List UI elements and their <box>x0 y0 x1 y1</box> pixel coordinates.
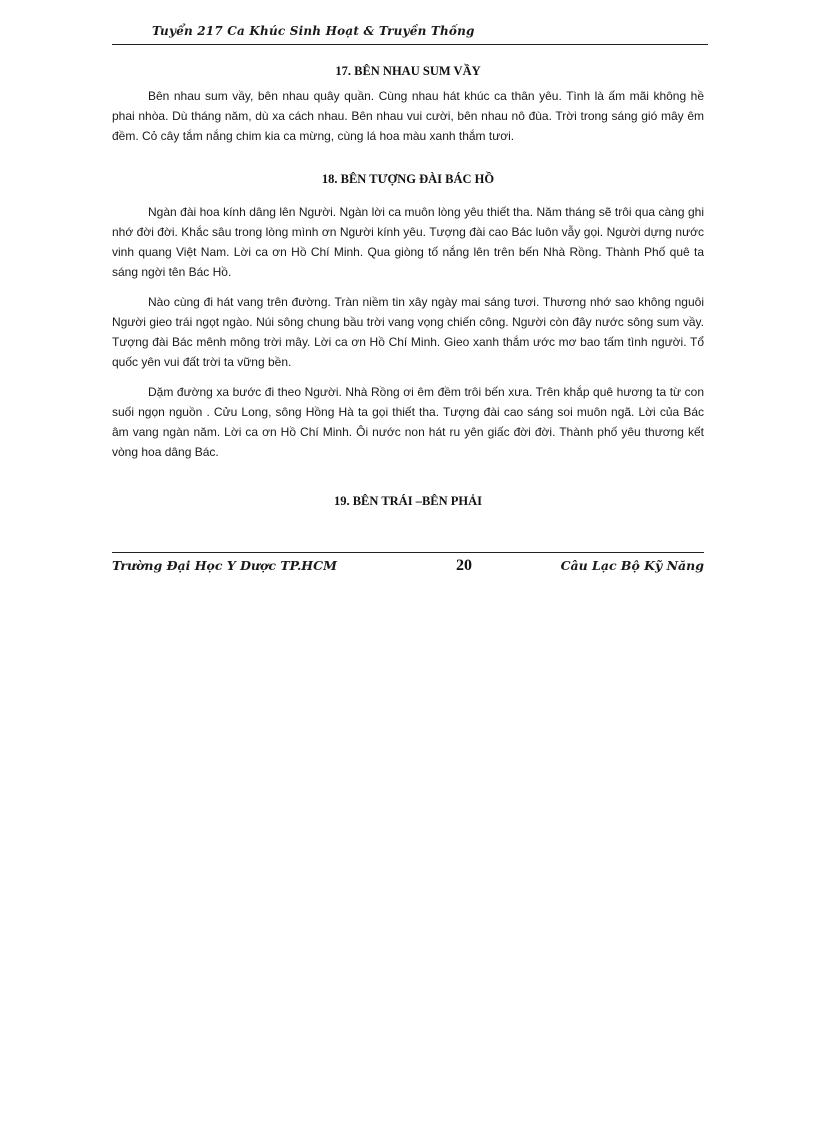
lyrics-paragraph: Nào cùng đi hát vang trên đường. Tràn niềm tin xây ngày mai sáng tươi. Thương nhớ sao không nguôi Người gieo trái ngọt ngào. Núi sông chung bầu trời vang vọng chiến công. Người còn đây nước sông sum vầy. Tượng đài Bác mênh mông trời mây. Lời ca ơn Hồ Chí Minh. Gieo xanh thắm ước mơ bao tấm tình người. Tổ quốc yên vui đất trời ta vững bền. <box>112 295 704 369</box>
song-title: 19. BÊN TRÁI –BÊN PHẢI <box>333 494 483 508</box>
running-header <box>112 22 708 45</box>
lyrics-paragraph: Dặm đường xa bước đi theo Người. Nhà Rồng ơi êm đềm trôi bến xưa. Trên khắp quê hương ta từ con suối ngọn nguồn . Cửu Long, sông Hồng Hà ta gọi thiết tha. Tượng đài cao sáng soi muôn ngã. Lời của Bác âm vang ngàn năm. Lời ca ơn Hồ Chí Minh. Ôi nước non hát ru yên giấc đời đời. Thành phố yêu thương kết vòng hoa dâng Bác. <box>112 385 704 459</box>
song-18 <box>112 170 704 462</box>
song-17 <box>112 62 704 146</box>
page-number: 20 <box>456 557 472 574</box>
running-footer <box>112 552 704 579</box>
header-text: Tuyển 217 Ca Khúc Sinh Hoạt & Truyền Thống <box>152 24 475 38</box>
song-19 <box>112 492 704 510</box>
footer-school: Trường Đại Học Y Dược TP.HCM <box>112 558 337 573</box>
song-title: 17. BÊN NHAU SUM VẦY <box>335 64 481 78</box>
lyrics-paragraph: Bên nhau sum vầy, bên nhau quây quần. Cùng nhau hát khúc ca thân yêu. Tình là ấm mãi không hề phai nhòa. Dù tháng năm, dù xa cách nhau. Bên nhau vui cười, bên nhau nô đùa. Trời trong sáng gió mây êm đềm. Cỏ cây tắm nắng chim kia ca mừng, cùng lá hoa màu xanh thắm tươi. <box>112 89 704 143</box>
lyrics-paragraph: Ngàn đài hoa kính dâng lên Người. Ngàn lời ca muôn lòng yêu thiết tha. Năm tháng sẽ trôi qua càng ghi nhớ đời đời. Khắc sâu trong lòng mình ơn Người kính yêu. Tượng đài cao Bác luôn vẫy gọi. Người dựng nước vinh quang Việt Nam. Lời ca ơn Hồ Chí Minh. Qua giòng tố nắng lên trên bến Nhà Rồng. Thành Phố quê ta sáng ngời tên Bác Hồ. <box>112 205 704 279</box>
footer-club: Câu Lạc Bộ Kỹ Năng <box>560 558 704 573</box>
page-content <box>112 62 704 516</box>
song-title: 18. BÊN TƯỢNG ĐÀI BÁC HỒ <box>321 172 495 186</box>
